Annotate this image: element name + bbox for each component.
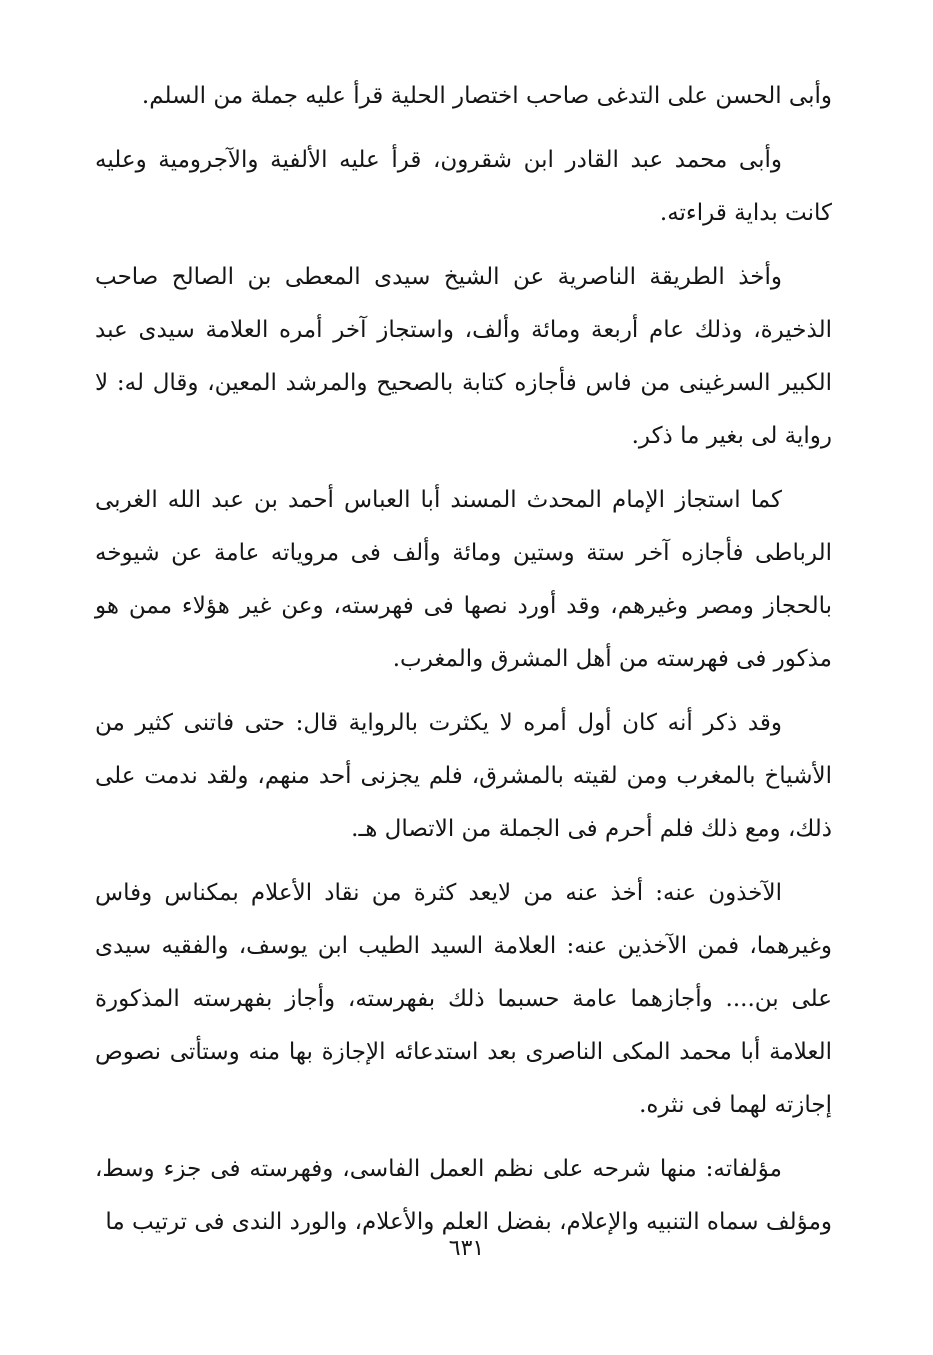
paragraph-7: مؤلفاته: منها شرحه على نظم العمل الفاسى، وفهرسته فى جزء وسط، ومؤلف سماه التنبيه والإعلام، بفضل العلم والأعلام، والورد الندى فى ترتيب ما — [95, 1156, 832, 1235]
paragraph-4: كما استجاز الإمام المحدث المسند أبا العباس أحمد بن عبد الله الغربى الرباطى فأجازه آخر ستة وستين ومائة وألف فى مروياته عامة عن شيوخه بالحجاز ومصر وغيرهم، وقد أورد نصها فى فهرسته، وعن غير هؤلاء ممن هو مذكور فى فهرسته من أهل المشرق والمغرب. — [95, 487, 832, 672]
paragraph-3: وأخذ الطريقة الناصرية عن الشيخ سيدى المعطى بن الصالح صاحب الذخيرة، وذلك عام أربعة ومائة وألف، واستجاز آخر أمره العلامة سيدى عبد الكبير السرغينى من فاس فأجازه كتابة بالصحيح والمرشد المعين، وقال له: لا رواية لى بغير ما ذكر. — [95, 264, 832, 449]
paragraph-6: الآخذون عنه: أخذ عنه من لايعد كثرة من نقاد الأعلام بمكناس وفاس وغيرهما، فمن الآخذين عنه: العلامة السيد الطيب ابن يوسف، والفقيه سيدى على بن.... وأجازهما عامة حسبما ذلك بفهرسته، وأجاز بفهرسته المذكورة العلامة أبا محمد المكى الناصرى بعد استدعائه الإجازة بها منه وستأتى نصوص إجازته لهما فى نثره. — [95, 880, 832, 1118]
paragraph-5: وقد ذكر أنه كان أول أمره لا يكثرت بالرواية قال: حتى فاتنى كثير من الأشياخ بالمغرب ومن لقيته بالمشرق، فلم يجزنى أحد منهم، ولقد ندمت على ذلك، ومع ذلك فلم أحرم فى الجملة من الاتصال هـ. — [95, 710, 832, 842]
page-number: ٦٣١ — [448, 1236, 485, 1261]
paragraph-1: وأبى الحسن على التدغى صاحب اختصار الحلية قرأ عليه جملة من السلم. — [141, 83, 832, 109]
paragraph-2: وأبى محمد عبد القادر ابن شقرون، قرأ عليه الألفية والآجرومية وعليه كانت بداية قراءته. — [95, 147, 832, 226]
text-body — [95, 70, 832, 1260]
